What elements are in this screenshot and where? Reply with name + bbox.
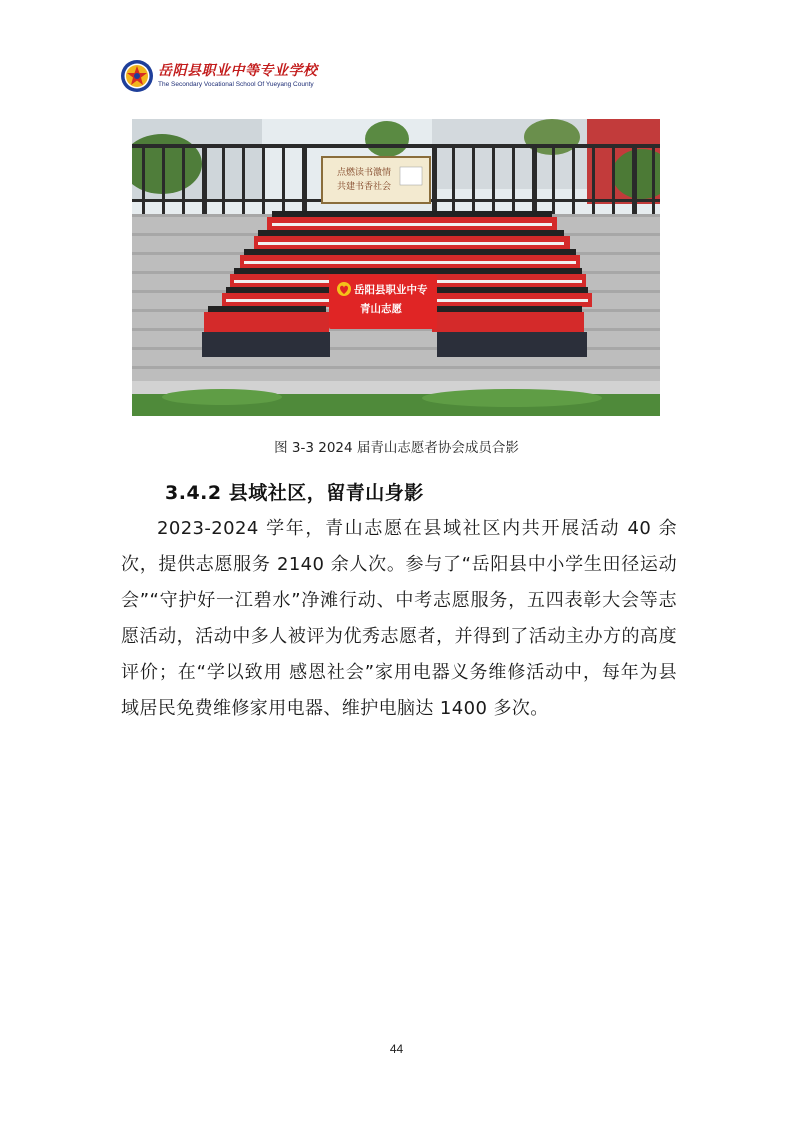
school-name: [158, 63, 318, 89]
banner-line1: 岳阳县职业中专: [354, 284, 428, 296]
group-photo: [132, 119, 660, 416]
school-name-cn: 岳阳县职业中等专业学校: [158, 63, 318, 79]
billboard-line2: 共建书香社会: [337, 182, 392, 192]
group-photo-illustration: [132, 119, 660, 416]
volunteer-banner: [329, 275, 437, 329]
page-number: 44: [389, 1042, 404, 1056]
school-name-en: The Secondary Vocational School Of Yueyang County: [158, 81, 314, 88]
billboard-line1: 点燃读书激情: [337, 168, 392, 178]
school-logo: [120, 59, 154, 93]
section-paragraph: 2023-2024 学年，青山志愿在县域社区内共开展活动 40 余次，提供志愿服务 2140 余人次。参与了“岳阳县中小学生田径运动会”“守护好一江碧水”净滩行动、中考志愿服务，五四表彰大会等志愿活动，活动中多人被评为优秀志愿者，并得到了活动主办方的高度评价；在“学以致用 感恩社会”家用电器义务维修活动中，每年为县域居民免费维修家用电器、维护电脑达 1400 多次。: [121, 518, 677, 719]
section-heading: 3.4.2 县域社区，留青山身影: [165, 482, 424, 504]
figure-caption: 图 3-3 2024 届青山志愿者协会成员合影: [274, 440, 519, 456]
page-header: [120, 58, 318, 94]
banner-line2: 青山志愿: [360, 303, 402, 315]
